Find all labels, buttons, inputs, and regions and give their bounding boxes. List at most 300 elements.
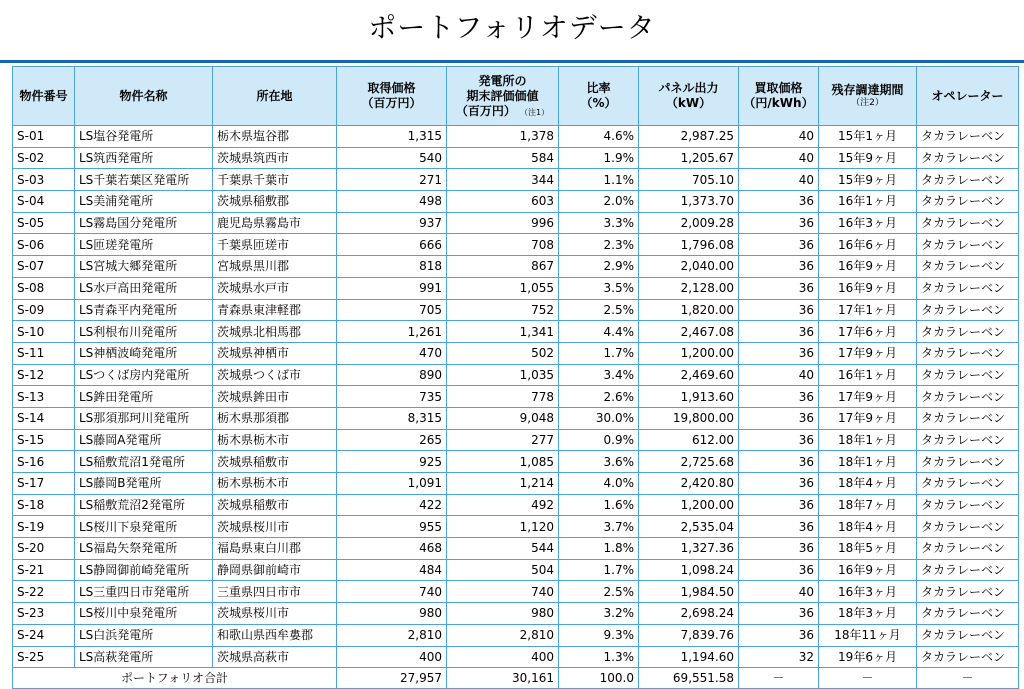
cell-eval: 502 [447, 342, 559, 364]
cell-buy: 36 [739, 234, 819, 256]
cell-eval: 1,085 [447, 451, 559, 473]
cell-eval: 1,055 [447, 277, 559, 299]
table-row [13, 386, 1019, 408]
cell-operator: タカラレーベン [917, 234, 1019, 256]
table-row [13, 407, 1019, 429]
cell-location: 茨城県桜川市 [213, 603, 337, 625]
cell-ratio: 2.3% [559, 234, 639, 256]
cell-remaining: 18年4ヶ月 [819, 516, 917, 538]
header-operator: オペレーター [917, 67, 1019, 126]
cell-price: 937 [337, 212, 447, 234]
cell-panel: 2,009.28 [639, 212, 739, 234]
cell-operator: タカラレーベン [917, 169, 1019, 191]
cell-eval: 9,048 [447, 407, 559, 429]
table-row [13, 147, 1019, 169]
cell-remaining: 18年4ヶ月 [819, 473, 917, 495]
cell-eval: 1,035 [447, 364, 559, 386]
table-row [13, 169, 1019, 191]
cell-buy: 36 [739, 429, 819, 451]
cell-panel: 1,913.60 [639, 386, 739, 408]
cell-eval: 752 [447, 299, 559, 321]
cell-name: LS那須那珂川発電所 [75, 407, 213, 429]
cell-panel: 2,987.25 [639, 126, 739, 148]
cell-name: LS稲敷荒沼2発電所 [75, 494, 213, 516]
cell-remaining: 16年1ヶ月 [819, 191, 917, 213]
cell-location: 茨城県北相馬郡 [213, 321, 337, 343]
cell-remaining: 16年9ヶ月 [819, 559, 917, 581]
cell-id: S-19 [13, 516, 75, 538]
cell-name: LS桜川中泉発電所 [75, 603, 213, 625]
cell-eval: 1,214 [447, 473, 559, 495]
cell-price: 925 [337, 451, 447, 473]
cell-price: 705 [337, 299, 447, 321]
cell-price: 818 [337, 256, 447, 278]
cell-location: 宮城県黒川郡 [213, 256, 337, 278]
cell-location: 栃木県栃木市 [213, 429, 337, 451]
table-row [13, 624, 1019, 646]
cell-location: 栃木県塩谷郡 [213, 126, 337, 148]
cell-panel: 2,469.60 [639, 364, 739, 386]
cell-name: LS高萩発電所 [75, 646, 213, 668]
cell-panel: 1,984.50 [639, 581, 739, 603]
cell-location: 三重県四日市市 [213, 581, 337, 603]
cell-price: 470 [337, 342, 447, 364]
cell-operator: タカラレーベン [917, 646, 1019, 668]
cell-eval: 2,810 [447, 624, 559, 646]
cell-ratio: 1.1% [559, 169, 639, 191]
table-row [13, 299, 1019, 321]
cell-remaining: 19年6ヶ月 [819, 646, 917, 668]
cell-price: 1,091 [337, 473, 447, 495]
cell-location: 栃木県栃木市 [213, 473, 337, 495]
cell-id: S-13 [13, 386, 75, 408]
cell-id: S-17 [13, 473, 75, 495]
cell-id: S-16 [13, 451, 75, 473]
cell-remaining: 18年5ヶ月 [819, 538, 917, 560]
cell-ratio: 9.3% [559, 624, 639, 646]
cell-name: LS桜川下泉発電所 [75, 516, 213, 538]
total-row [13, 668, 1019, 689]
cell-buy: 36 [739, 191, 819, 213]
cell-operator: タカラレーベン [917, 516, 1019, 538]
cell-id: S-09 [13, 299, 75, 321]
portfolio-table-container [12, 66, 1018, 689]
cell-location: 千葉県匝瑳市 [213, 234, 337, 256]
cell-price: 1,315 [337, 126, 447, 148]
cell-name: LS利根布川発電所 [75, 321, 213, 343]
cell-id: S-18 [13, 494, 75, 516]
cell-operator: タカラレーベン [917, 277, 1019, 299]
cell-location: 茨城県桜川市 [213, 516, 337, 538]
cell-buy: 36 [739, 212, 819, 234]
cell-remaining: 17年9ヶ月 [819, 342, 917, 364]
cell-location: 静岡県御前崎市 [213, 559, 337, 581]
cell-operator: タカラレーベン [917, 147, 1019, 169]
cell-remaining: 16年9ヶ月 [819, 256, 917, 278]
header-row [13, 67, 1019, 126]
cell-panel: 1,373.70 [639, 191, 739, 213]
cell-buy: 40 [739, 147, 819, 169]
cell-ratio: 2.5% [559, 299, 639, 321]
cell-operator: タカラレーベン [917, 559, 1019, 581]
header-acquisition-price [337, 67, 447, 126]
cell-eval: 867 [447, 256, 559, 278]
cell-id: S-15 [13, 429, 75, 451]
cell-ratio: 3.6% [559, 451, 639, 473]
cell-buy: 36 [739, 473, 819, 495]
cell-eval: 778 [447, 386, 559, 408]
cell-operator: タカラレーベン [917, 212, 1019, 234]
cell-panel: 612.00 [639, 429, 739, 451]
cell-price: 498 [337, 191, 447, 213]
cell-id: S-08 [13, 277, 75, 299]
cell-operator: タカラレーベン [917, 603, 1019, 625]
cell-ratio: 2.6% [559, 386, 639, 408]
table-row [13, 256, 1019, 278]
cell-remaining: 18年11ヶ月 [819, 624, 917, 646]
cell-price: 8,315 [337, 407, 447, 429]
cell-eval: 492 [447, 494, 559, 516]
cell-id: S-02 [13, 147, 75, 169]
cell-buy: 40 [739, 169, 819, 191]
header-price-line1: 取得価格 [367, 81, 416, 95]
header-panel-output [639, 67, 739, 126]
cell-remaining: 18年1ヶ月 [819, 451, 917, 473]
cell-operator: タカラレーベン [917, 299, 1019, 321]
cell-ratio: 3.3% [559, 212, 639, 234]
header-eval-note: （注1） [520, 107, 550, 117]
header-location: 所在地 [213, 67, 337, 126]
header-evaluation [447, 67, 559, 126]
cell-id: S-05 [13, 212, 75, 234]
cell-remaining: 16年3ヶ月 [819, 581, 917, 603]
cell-buy: 36 [739, 277, 819, 299]
cell-operator: タカラレーベン [917, 581, 1019, 603]
cell-price: 890 [337, 364, 447, 386]
cell-id: S-14 [13, 407, 75, 429]
header-ratio-line1: 比率 [586, 81, 611, 95]
cell-remaining: 18年3ヶ月 [819, 603, 917, 625]
header-remaining-period [819, 67, 917, 126]
cell-ratio: 30.0% [559, 407, 639, 429]
cell-location: 茨城県高萩市 [213, 646, 337, 668]
page-title: ポートフォリオデータ [368, 11, 656, 44]
header-buy-line1: 買取価格 [754, 81, 803, 95]
table-row [13, 538, 1019, 560]
cell-name: LS藤岡A発電所 [75, 429, 213, 451]
cell-panel: 1,205.67 [639, 147, 739, 169]
cell-name: LS青森平内発電所 [75, 299, 213, 321]
cell-ratio: 1.6% [559, 494, 639, 516]
cell-operator: タカラレーベン [917, 256, 1019, 278]
cell-price: 991 [337, 277, 447, 299]
cell-ratio: 4.0% [559, 473, 639, 495]
cell-operator: タカラレーベン [917, 451, 1019, 473]
cell-operator: タカラレーベン [917, 342, 1019, 364]
cell-buy: 36 [739, 538, 819, 560]
cell-panel: 1,098.24 [639, 559, 739, 581]
cell-buy: 40 [739, 364, 819, 386]
table-row [13, 212, 1019, 234]
table-row [13, 234, 1019, 256]
cell-ratio: 1.3% [559, 646, 639, 668]
cell-name: LS鉾田発電所 [75, 386, 213, 408]
cell-buy: 36 [739, 299, 819, 321]
cell-panel: 1,820.00 [639, 299, 739, 321]
cell-remaining: 15年1ヶ月 [819, 126, 917, 148]
cell-price: 265 [337, 429, 447, 451]
cell-remaining: 18年7ヶ月 [819, 494, 917, 516]
cell-eval: 584 [447, 147, 559, 169]
total-buy: － [739, 668, 819, 689]
cell-eval: 980 [447, 603, 559, 625]
cell-price: 980 [337, 603, 447, 625]
cell-panel: 2,128.00 [639, 277, 739, 299]
cell-remaining: 18年1ヶ月 [819, 429, 917, 451]
cell-location: 茨城県稲敷市 [213, 494, 337, 516]
cell-remaining: 16年3ヶ月 [819, 212, 917, 234]
cell-location: 栃木県那須郡 [213, 407, 337, 429]
cell-id: S-01 [13, 126, 75, 148]
header-panel-line1: パネル出力 [658, 81, 719, 95]
cell-eval: 1,378 [447, 126, 559, 148]
cell-eval: 603 [447, 191, 559, 213]
cell-buy: 36 [739, 386, 819, 408]
table-row [13, 646, 1019, 668]
cell-name: LS美浦発電所 [75, 191, 213, 213]
cell-price: 468 [337, 538, 447, 560]
cell-ratio: 0.9% [559, 429, 639, 451]
cell-ratio: 1.9% [559, 147, 639, 169]
total-label: ポートフォリオ合計 [13, 668, 337, 689]
table-row [13, 277, 1019, 299]
cell-buy: 36 [739, 516, 819, 538]
cell-operator: タカラレーベン [917, 473, 1019, 495]
cell-id: S-03 [13, 169, 75, 191]
cell-eval: 504 [447, 559, 559, 581]
cell-name: LS神栖波崎発電所 [75, 342, 213, 364]
cell-remaining: 15年9ヶ月 [819, 147, 917, 169]
cell-ratio: 1.7% [559, 342, 639, 364]
table-row [13, 429, 1019, 451]
cell-panel: 2,725.68 [639, 451, 739, 473]
cell-operator: タカラレーベン [917, 126, 1019, 148]
cell-eval: 1,341 [447, 321, 559, 343]
cell-id: S-22 [13, 581, 75, 603]
table-row [13, 364, 1019, 386]
cell-operator: タカラレーベン [917, 624, 1019, 646]
table-row [13, 126, 1019, 148]
cell-ratio: 4.6% [559, 126, 639, 148]
cell-id: S-23 [13, 603, 75, 625]
cell-id: S-12 [13, 364, 75, 386]
cell-location: 茨城県稲敷郡 [213, 191, 337, 213]
cell-panel: 2,698.24 [639, 603, 739, 625]
cell-ratio: 3.2% [559, 603, 639, 625]
total-eval: 30,161 [447, 668, 559, 689]
cell-location: 茨城県筑西市 [213, 147, 337, 169]
cell-remaining: 17年6ヶ月 [819, 321, 917, 343]
cell-name: LS筑西発電所 [75, 147, 213, 169]
header-price-line2: （百万円） [361, 96, 422, 110]
cell-id: S-11 [13, 342, 75, 364]
cell-location: 千葉県千葉市 [213, 169, 337, 191]
table-row [13, 342, 1019, 364]
header-buy-line2: （円/kWh） [743, 96, 814, 110]
cell-id: S-10 [13, 321, 75, 343]
cell-price: 1,261 [337, 321, 447, 343]
portfolio-table [12, 66, 1019, 689]
cell-location: 茨城県つくば市 [213, 364, 337, 386]
cell-name: LS匝瑳発電所 [75, 234, 213, 256]
cell-panel: 19,800.00 [639, 407, 739, 429]
cell-panel: 1,194.60 [639, 646, 739, 668]
table-row [13, 451, 1019, 473]
cell-buy: 36 [739, 494, 819, 516]
header-eval-line3: （百万円） [455, 103, 516, 118]
cell-name: LS宮城大郷発電所 [75, 256, 213, 278]
cell-ratio: 2.9% [559, 256, 639, 278]
header-eval-line2: 期末評価価値 [466, 88, 539, 103]
cell-panel: 2,467.08 [639, 321, 739, 343]
cell-price: 400 [337, 646, 447, 668]
cell-name: LS塩谷発電所 [75, 126, 213, 148]
cell-eval: 708 [447, 234, 559, 256]
cell-operator: タカラレーベン [917, 364, 1019, 386]
total-operator: － [917, 668, 1019, 689]
cell-eval: 740 [447, 581, 559, 603]
cell-location: 青森県東津軽郡 [213, 299, 337, 321]
cell-location: 茨城県神栖市 [213, 342, 337, 364]
cell-location: 茨城県鉾田市 [213, 386, 337, 408]
table-row [13, 473, 1019, 495]
cell-panel: 2,040.00 [639, 256, 739, 278]
cell-remaining: 17年9ヶ月 [819, 407, 917, 429]
cell-price: 955 [337, 516, 447, 538]
cell-id: S-24 [13, 624, 75, 646]
cell-ratio: 1.7% [559, 559, 639, 581]
total-ratio: 100.0 [559, 668, 639, 689]
cell-eval: 1,120 [447, 516, 559, 538]
cell-panel: 1,796.08 [639, 234, 739, 256]
cell-eval: 344 [447, 169, 559, 191]
cell-ratio: 2.0% [559, 191, 639, 213]
cell-name: LS白浜発電所 [75, 624, 213, 646]
cell-panel: 1,327.36 [639, 538, 739, 560]
cell-name: LS藤岡B発電所 [75, 473, 213, 495]
table-row [13, 321, 1019, 343]
cell-price: 740 [337, 581, 447, 603]
cell-buy: 36 [739, 451, 819, 473]
cell-buy: 36 [739, 624, 819, 646]
cell-name: LS静岡御前崎発電所 [75, 559, 213, 581]
header-name: 物件名称 [75, 67, 213, 126]
table-row [13, 581, 1019, 603]
cell-operator: タカラレーベン [917, 407, 1019, 429]
cell-name: LSつくば房内発電所 [75, 364, 213, 386]
header-ratio [559, 67, 639, 126]
table-row [13, 516, 1019, 538]
header-eval-line1: 発電所の [478, 73, 527, 88]
header-purchase-price [739, 67, 819, 126]
cell-eval: 400 [447, 646, 559, 668]
cell-price: 735 [337, 386, 447, 408]
cell-id: S-07 [13, 256, 75, 278]
cell-buy: 36 [739, 559, 819, 581]
cell-name: LS霧島国分発電所 [75, 212, 213, 234]
cell-price: 271 [337, 169, 447, 191]
cell-name: LS三重四日市発電所 [75, 581, 213, 603]
cell-buy: 36 [739, 407, 819, 429]
cell-ratio: 3.7% [559, 516, 639, 538]
cell-operator: タカラレーベン [917, 538, 1019, 560]
cell-remaining: 15年9ヶ月 [819, 169, 917, 191]
cell-eval: 996 [447, 212, 559, 234]
cell-id: S-25 [13, 646, 75, 668]
cell-panel: 1,200.00 [639, 342, 739, 364]
header-panel-line2: （kW） [665, 96, 712, 110]
cell-ratio: 4.4% [559, 321, 639, 343]
total-remaining: － [819, 668, 917, 689]
cell-location: 和歌山県西牟婁郡 [213, 624, 337, 646]
cell-buy: 36 [739, 603, 819, 625]
cell-buy: 40 [739, 581, 819, 603]
cell-operator: タカラレーベン [917, 321, 1019, 343]
cell-price: 666 [337, 234, 447, 256]
cell-panel: 2,535.04 [639, 516, 739, 538]
table-row [13, 559, 1019, 581]
header-id: 物件番号 [13, 67, 75, 126]
table-body [13, 126, 1019, 668]
cell-operator: タカラレーベン [917, 429, 1019, 451]
cell-remaining: 17年1ヶ月 [819, 299, 917, 321]
cell-ratio: 2.5% [559, 581, 639, 603]
cell-location: 茨城県稲敷市 [213, 451, 337, 473]
cell-ratio: 3.5% [559, 277, 639, 299]
cell-remaining: 16年1ヶ月 [819, 364, 917, 386]
table-row [13, 603, 1019, 625]
cell-price: 540 [337, 147, 447, 169]
cell-ratio: 1.8% [559, 538, 639, 560]
cell-location: 福島県東白川郡 [213, 538, 337, 560]
cell-price: 2,810 [337, 624, 447, 646]
cell-remaining: 17年9ヶ月 [819, 386, 917, 408]
cell-operator: タカラレーベン [917, 494, 1019, 516]
total-price: 27,957 [337, 668, 447, 689]
cell-name: LS千葉若葉区発電所 [75, 169, 213, 191]
cell-ratio: 3.4% [559, 364, 639, 386]
table-row [13, 494, 1019, 516]
cell-buy: 36 [739, 256, 819, 278]
cell-id: S-21 [13, 559, 75, 581]
header-rem-line1: 残存調達期間 [831, 82, 904, 97]
cell-buy: 40 [739, 126, 819, 148]
cell-operator: タカラレーベン [917, 386, 1019, 408]
total-panel: 69,551.58 [639, 668, 739, 689]
cell-eval: 277 [447, 429, 559, 451]
cell-location: 茨城県水戸市 [213, 277, 337, 299]
cell-eval: 544 [447, 538, 559, 560]
cell-buy: 32 [739, 646, 819, 668]
header-rem-note: （注2） [851, 97, 884, 108]
table-row [13, 191, 1019, 213]
cell-price: 484 [337, 559, 447, 581]
cell-name: LS水戸高田発電所 [75, 277, 213, 299]
cell-panel: 7,839.76 [639, 624, 739, 646]
cell-buy: 36 [739, 321, 819, 343]
cell-buy: 36 [739, 342, 819, 364]
cell-remaining: 16年9ヶ月 [819, 277, 917, 299]
